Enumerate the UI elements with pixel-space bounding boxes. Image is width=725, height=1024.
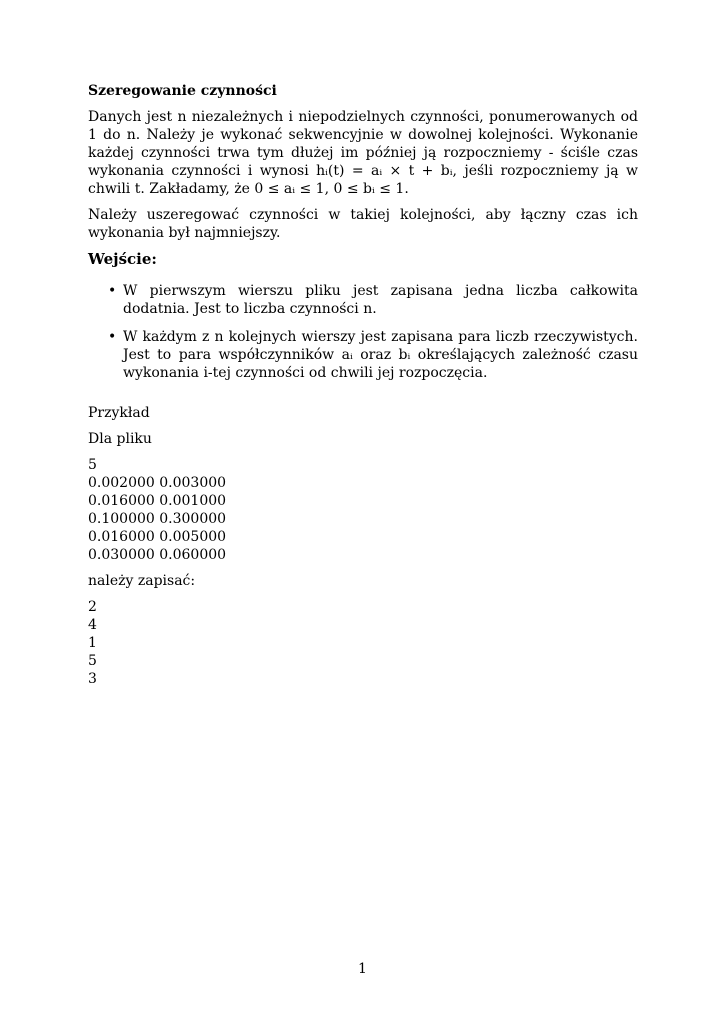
input-line: 5 [88, 457, 97, 473]
problem-description: Danych jest n niezależnych i niepodzielnych czynności, ponumerowanych od 1 do n. Należy je wykonać sekwencyjnie w dowolnej kolejności. Wykonanie każdej czynności trwa tym dłużej im później ją rozpoczniemy - ściśle czas wykonania czynności i wynosi hᵢ(t) = aᵢ × t + bᵢ, jeśli rozpoczniemy ją w chwili t. Zakładamy, że 0 ≤ aᵢ ≤ 1, 0 ≤ bᵢ ≤ 1. [88, 109, 638, 197]
example-input [88, 456, 638, 564]
output-line: 4 [88, 617, 97, 633]
input-bullet-list [88, 282, 638, 382]
output-line: 2 [88, 599, 97, 615]
output-line: 1 [88, 635, 97, 651]
input-line: 0.002000 0.003000 [88, 475, 227, 491]
input-heading: Wejście: [88, 250, 157, 268]
file-label: Dla pliku [88, 431, 152, 447]
bullet-item: • W pierwszym wierszu pliku jest zapisana jedna liczba całkowita dodatnia. Jest to liczba czynności n. [88, 282, 638, 318]
section-title: Szeregowanie czynności [88, 83, 277, 99]
page-number: 1 [358, 961, 367, 977]
example-output [88, 598, 638, 688]
output-line: 5 [88, 653, 97, 669]
output-label: należy zapisać: [88, 573, 196, 589]
document-page [88, 82, 638, 696]
input-line: 0.100000 0.300000 [88, 511, 227, 527]
input-line: 0.030000 0.060000 [88, 547, 227, 563]
input-line: 0.016000 0.005000 [88, 529, 227, 545]
bullet-item: • W każdym z n kolejnych wierszy jest zapisana para liczb rzeczywistych. Jest to para współczynników aᵢ oraz bᵢ określających zależność czasu wykonania i-tej czynności od chwili jej rozpoczęcia. [88, 328, 638, 382]
input-line: 0.016000 0.001000 [88, 493, 227, 509]
example-label: Przykład [88, 405, 150, 421]
task-statement: Należy uszeregować czynności w takiej kolejności, aby łączny czas ich wykonania był najmniejszy. [88, 207, 638, 241]
output-line: 3 [88, 671, 97, 687]
